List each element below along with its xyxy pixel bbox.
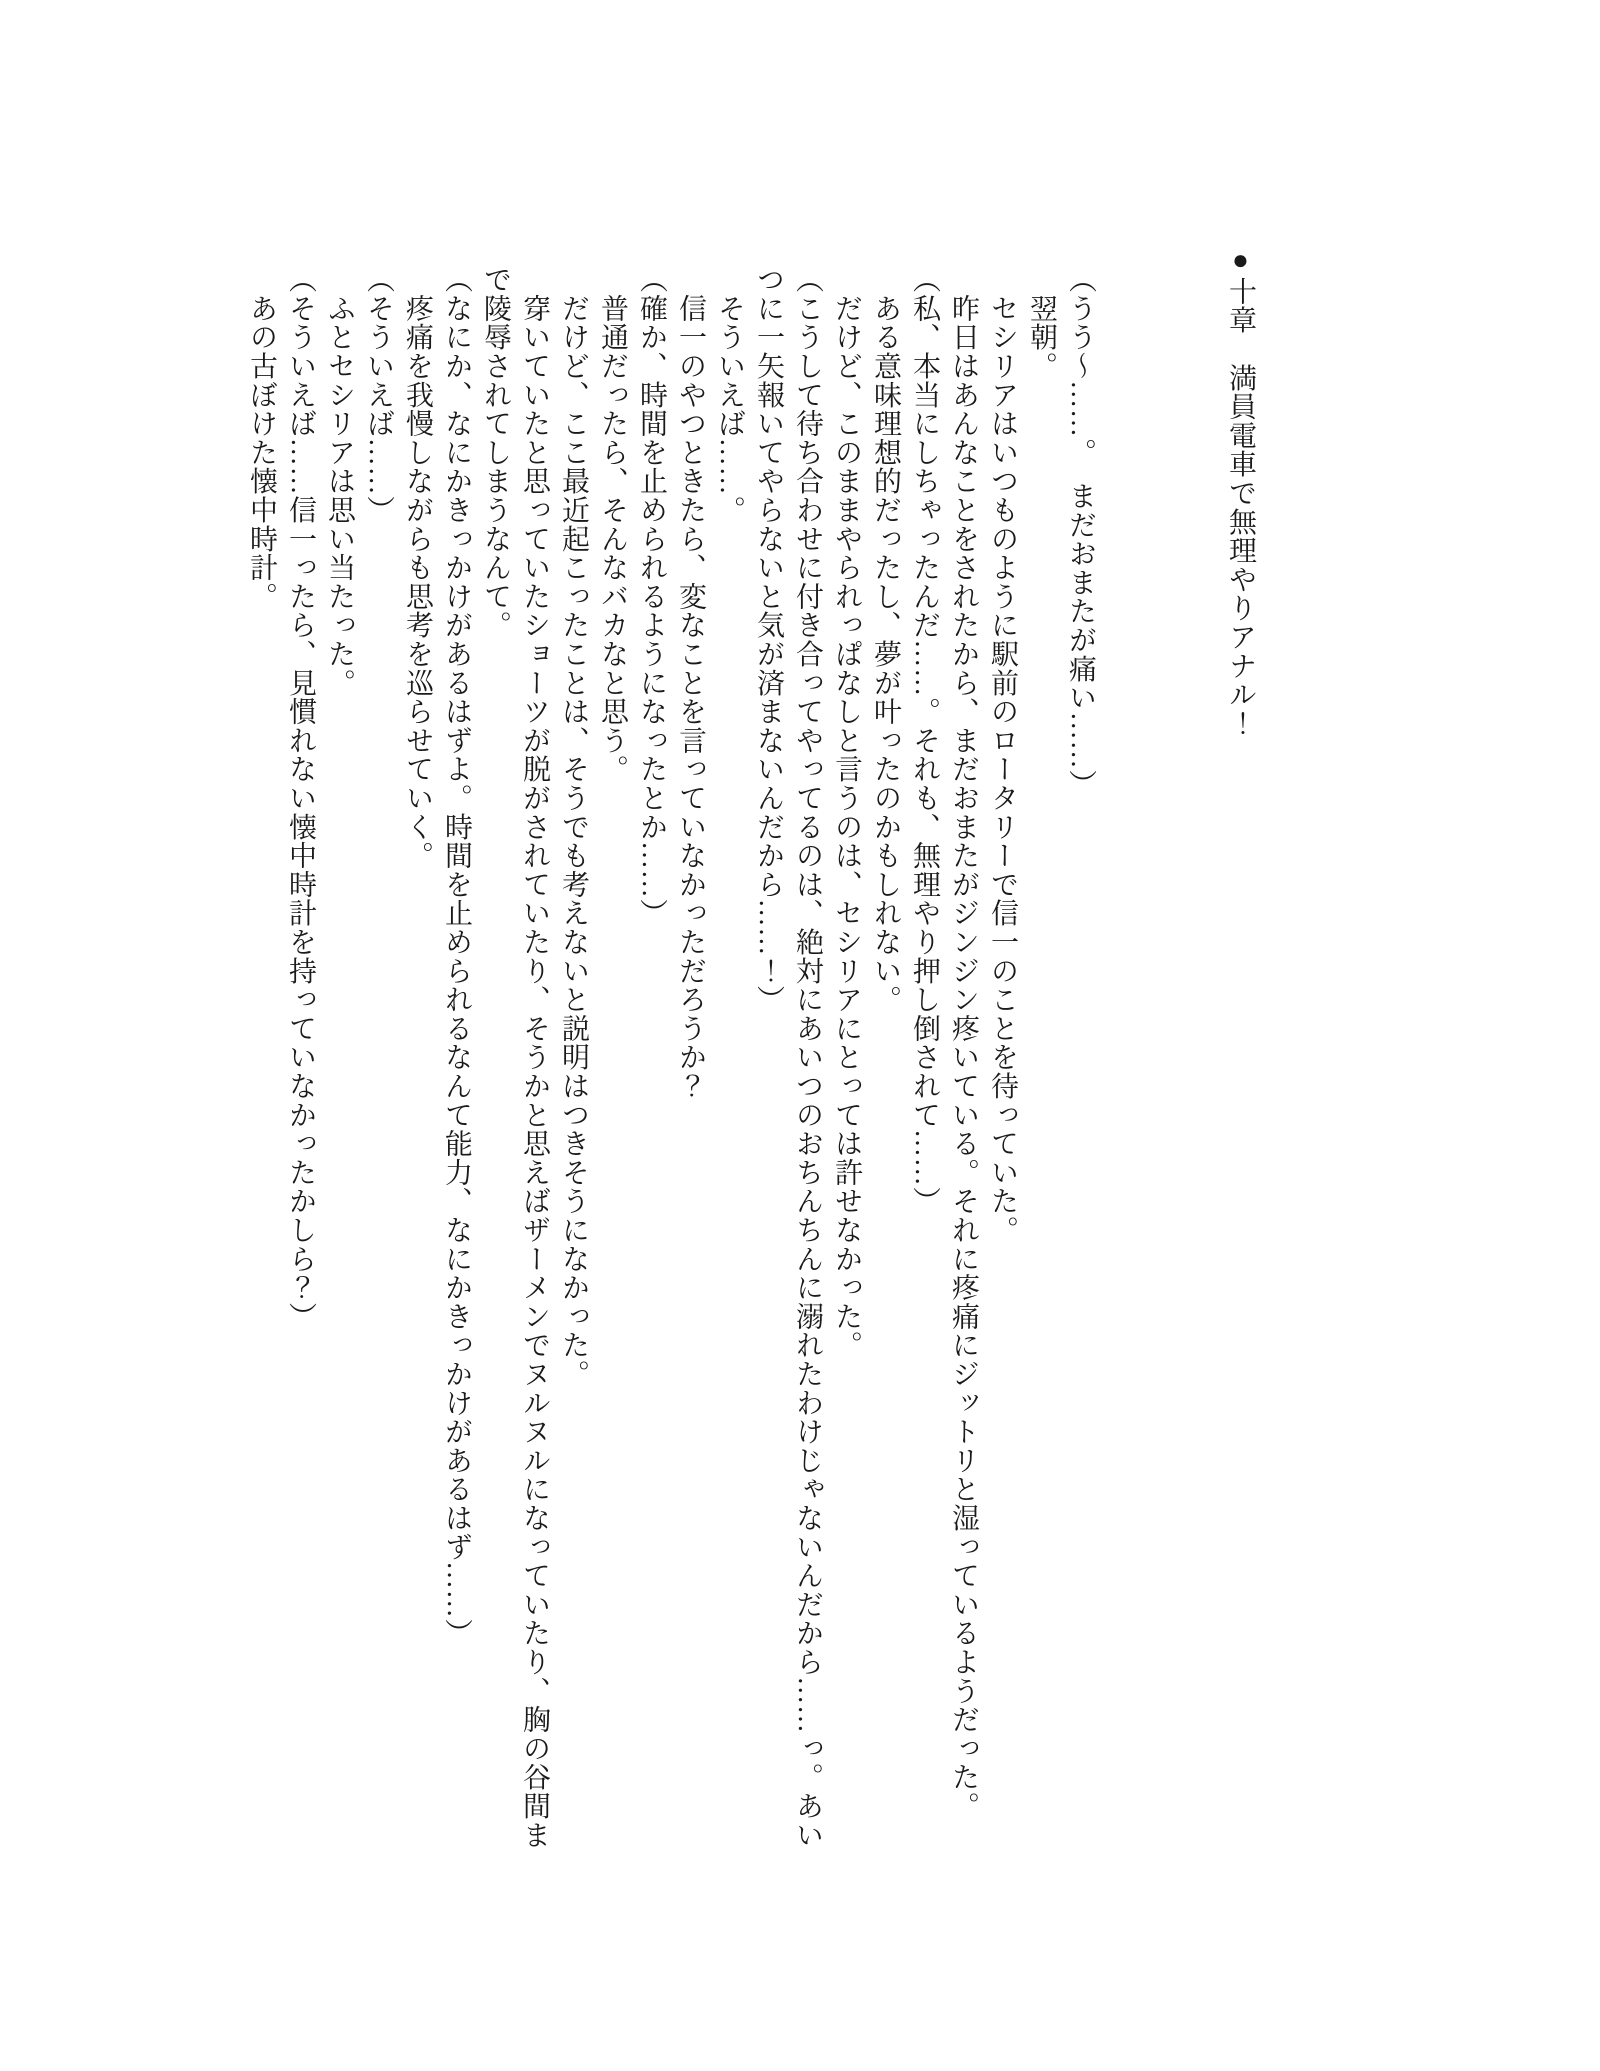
paragraph-8: （こうして待ち合わせに付き合ってやってるのは、絶対にあいつのおちんちんに溺れたわけじゃないんだから……っ。あいつに一矢報いてやらないと気が済まないんだから……！）	[753, 265, 823, 1849]
paragraph-11: （確か、時間を止められるようになったとか……）	[636, 265, 667, 928]
chapter-title: ●十章 満員電車で無理やりアナル！	[1225, 245, 1256, 738]
paragraph-15: （なにか、なにかきっかけがあるはずよ。時間を止められるなんて能力、なにかきっかけがあるはず……）	[441, 265, 472, 1648]
paragraph-16: 疼痛を我慢しながらも思考を巡らせていく。	[402, 265, 433, 870]
paragraph-12: 普通だったら、そんなバカなと思う。	[597, 265, 628, 784]
body-text	[242, 265, 1100, 1855]
paragraph-13: だけど、ここ最近起こったことは、そうでも考えないと説明はつきそうになかった。	[558, 265, 589, 1389]
paragraph-14: 穿いていたと思っていたショーツが脱がされていたり、そうかと思えばザーメンでヌルヌルになっていたり、胸の谷間まで陵辱されてしまうなんて。	[480, 265, 550, 1849]
paragraph-2: 翌朝。	[1026, 265, 1057, 381]
paragraph-6: ある意味理想的だったし、夢が叶ったのかもしれない。	[870, 265, 901, 1014]
paragraph-5: （私、本当にしちゃったんだ……。それも、無理やり押し倒されて……）	[909, 265, 940, 1216]
paragraph-1: （うう〜……。 まだおまたが痛い……）	[1065, 265, 1096, 799]
paragraph-20: あの古ぼけた懐中時計。	[246, 265, 277, 611]
paragraph-18: ふとセシリアは思い当たった。	[324, 265, 355, 697]
paragraph-7: だけど、このままやられっぱなしと言うのは、セシリアにとっては許せなかった。	[831, 265, 862, 1360]
paragraph-10: 信一のやつときたら、変なことを言っていなかっただろうか？	[675, 265, 706, 1101]
paragraph-3: セシリアはいつものように駅前のロータリーで信一のことを待っていた。	[987, 265, 1018, 1245]
paragraph-9: そういえば……。	[714, 265, 745, 525]
paragraph-19: （そういえば……信一ったら、見慣れない懐中時計を持っていなかったかしら？）	[285, 265, 316, 1331]
paragraph-4: 昨日はあんなことをされたから、まだおまたがジンジン疼いている。それに疼痛にジットリと湿っているようだった。	[948, 265, 979, 1821]
paragraph-17: （そういえば……）	[363, 265, 394, 525]
chapter-heading	[1220, 245, 1260, 1845]
